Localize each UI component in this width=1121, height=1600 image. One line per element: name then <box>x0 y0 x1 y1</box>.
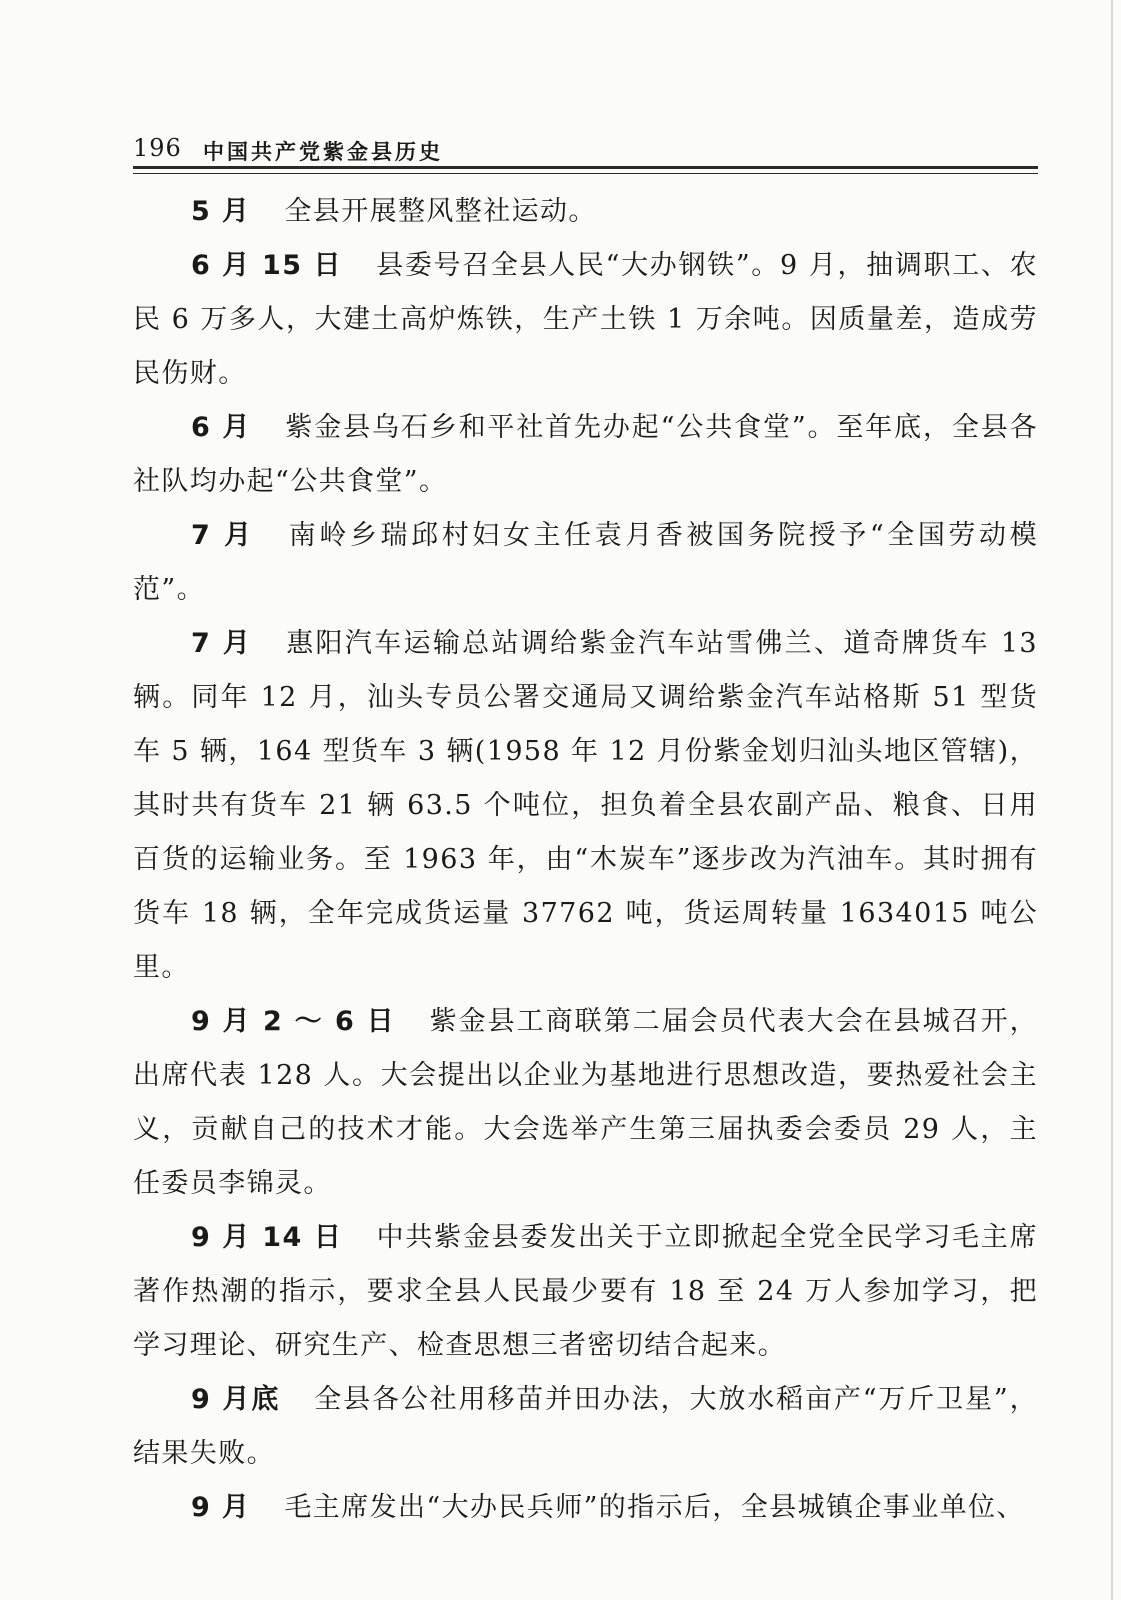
chronicle-entry <box>133 239 1038 401</box>
chronicle-entry <box>133 185 1038 239</box>
entry-text: 南岭乡瑞邱村妇女主任袁月香被国务院授予“全国劳动模范”。 <box>133 520 1038 605</box>
header-rule-thin <box>133 173 1038 174</box>
entry-date: 6 月 <box>191 412 252 443</box>
chronicle-entry <box>133 401 1038 509</box>
page-header <box>133 128 1033 168</box>
entry-text: 县委号召全县人民“大办钢铁”。9 月，抽调职工、农民 6 万多人，大建土高炉炼铁，生产土铁 1 万余吨。因质量差，造成劳民伤财。 <box>133 250 1038 389</box>
entry-date: 7 月 <box>191 520 255 551</box>
entry-date: 6 月 15 日 <box>191 250 343 281</box>
chronicle-entry <box>133 1481 1038 1535</box>
entry-text: 紫金县工商联第二届会员代表大会在县城召开，出席代表 128 人。大会提出以企业为基地进行思想改造，要热爱社会主义，贡献自己的技术才能。大会选举产生第三届执委会委员 29 人，主任委员李锦灵。 <box>133 1006 1038 1199</box>
entry-text: 全县开展整风整社运动。 <box>284 196 597 227</box>
entry-date: 9 月 14 日 <box>191 1222 343 1253</box>
chronicle-body <box>133 185 1038 1535</box>
scan-edge <box>1111 0 1113 1600</box>
entry-text: 惠阳汽车运输总站调给紫金汽车站雪佛兰、道奇牌货车 13 辆。同年 12 月，汕头专员公署交通局又调给紫金汽车站格斯 51 型货车 5 辆，164 型货车 3 辆(1958 年 12 月份紫金划归汕头地区管辖)，其时共有货车 21 辆 63.5 个吨位，担负着全县农副产品、粮食、日用百货的运输业务。至 1963 年，由“木炭车”逐步改为汽油车。其时拥有货车 18 辆，全年完成货运量 37762 吨，货运周转量 1634015 吨公里。 <box>133 628 1038 983</box>
entry-date: 9 月底 <box>191 1384 281 1415</box>
entry-date: 9 月 2 ～ 6 日 <box>191 1006 396 1037</box>
running-title: 中国共产党紫金县历史 <box>203 140 443 164</box>
chronicle-entry <box>133 1211 1038 1373</box>
entry-text: 紫金县乌石乡和平社首先办起“公共食堂”。至年底，全县各社队均办起“公共食堂”。 <box>133 412 1039 497</box>
chronicle-entry <box>133 1373 1038 1481</box>
entry-text: 全县各公社用移苗并田办法，大放水稻亩产“万斤卫星”，结果失败。 <box>133 1384 1038 1469</box>
entry-date: 5 月 <box>191 196 251 227</box>
entry-date: 7 月 <box>191 628 253 659</box>
chronicle-entry <box>133 995 1038 1211</box>
header-rule-thick <box>133 166 1038 169</box>
entry-date: 9 月 <box>191 1492 251 1523</box>
chronicle-entry <box>133 617 1038 995</box>
page-number: 196 <box>133 134 182 162</box>
chronicle-entry <box>133 509 1038 617</box>
entry-text: 毛主席发出“大办民兵师”的指示后，全县城镇企事业单位、 <box>284 1492 1025 1523</box>
entry-text: 中共紫金县委发出关于立即掀起全党全民学习毛主席著作热潮的指示，要求全县人民最少要有 18 至 24 万人参加学习，把学习理论、研究生产、检查思想三者密切结合起来。 <box>133 1222 1038 1361</box>
